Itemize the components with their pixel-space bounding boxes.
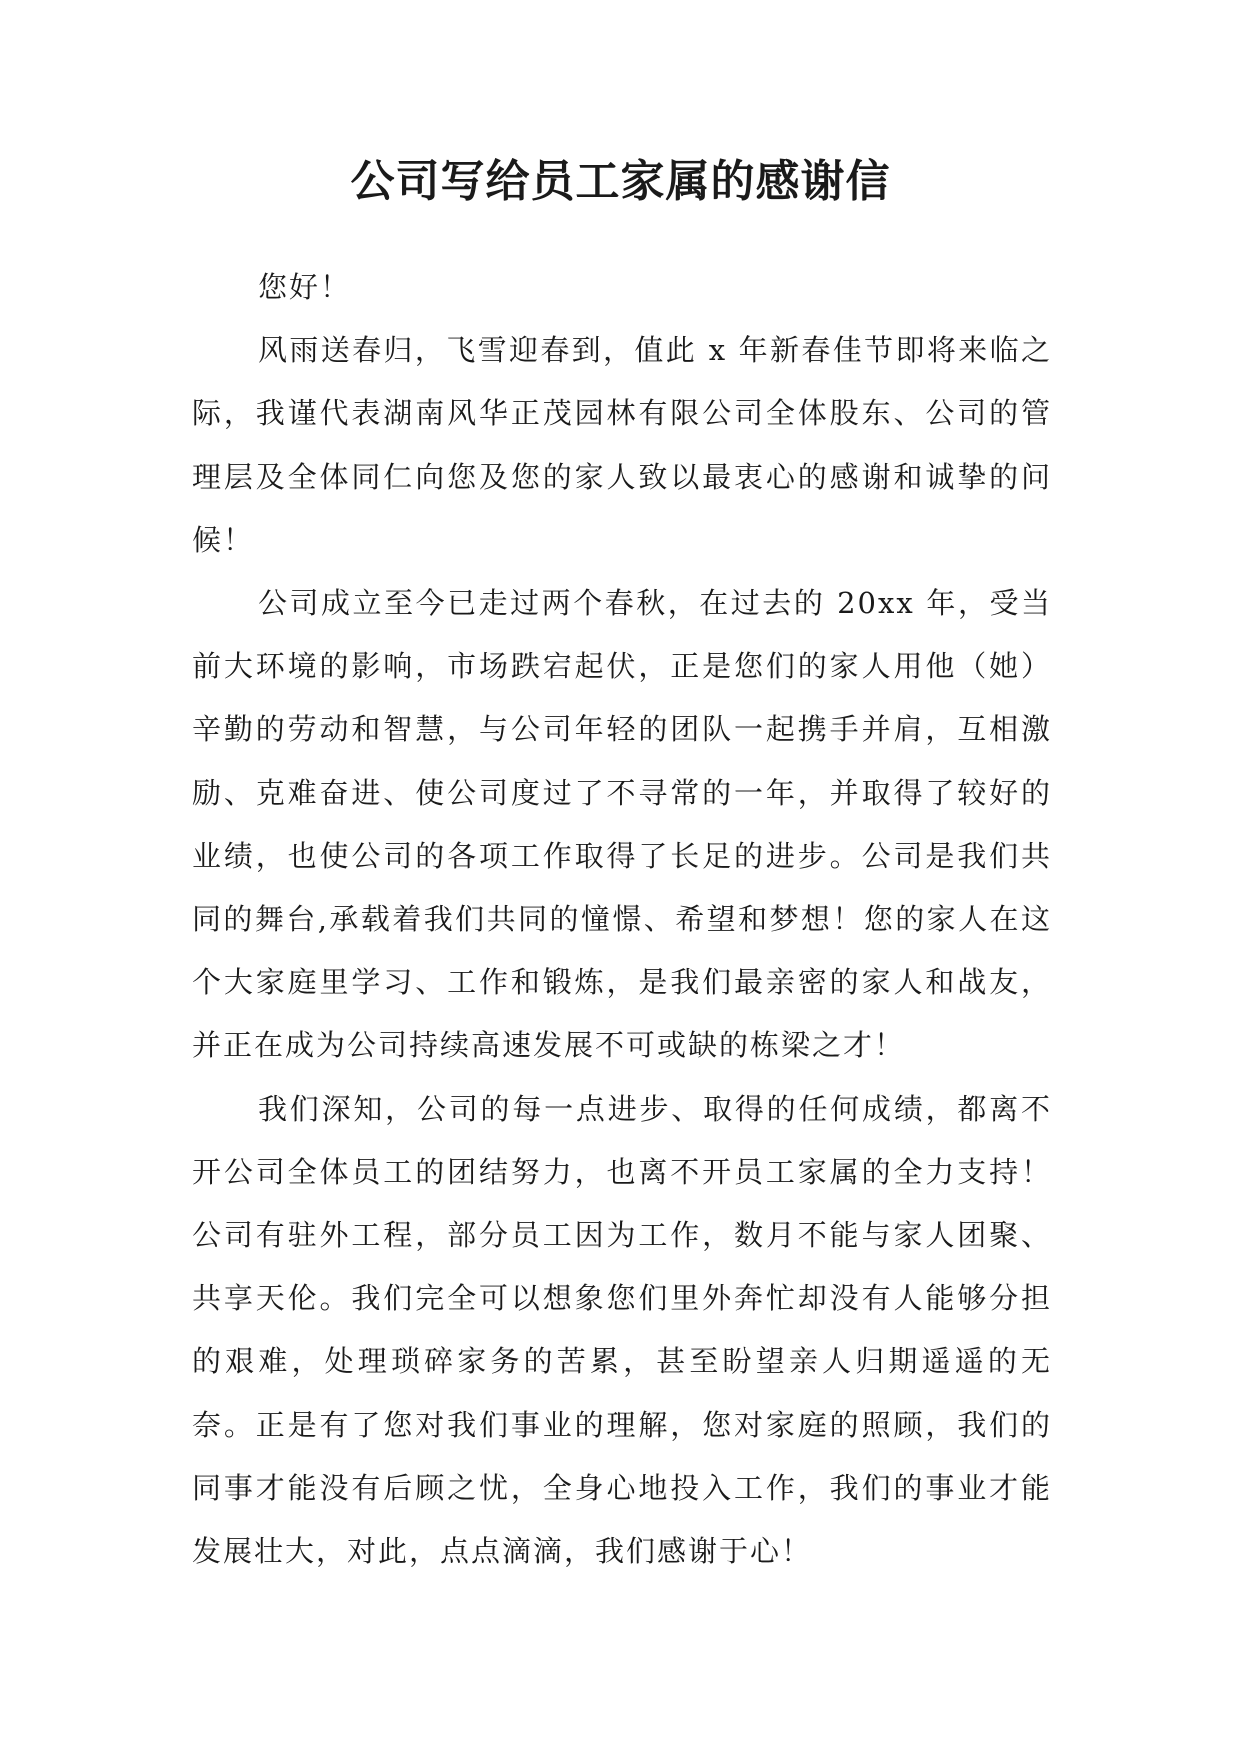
paragraph-3: 我们深知，公司的每一点进步、取得的任何成绩，都离不开公司全体员工的团结努力，也离不开员工家属的全力支持！公司有驻外工程，部分员工因为工作，数月不能与家人团聚、共享天伦。我们完全可以想象您们里外奔忙却没有人能够分担的艰难，处理琐碎家务的苦累，甚至盼望亲人归期遥遥的无奈。正是有了您对我们事业的理解，您对家庭的照顾，我们的同事才能没有后顾之忧，全身心地投入工作，我们的事业才能发展壮大，对此，点点滴滴，我们感谢于心！: [192, 1091, 1052, 1569]
paragraph-1: 风雨送春归，飞雪迎春到，值此 x 年新春佳节即将来临之际，我谨代表湖南风华正茂园林有限公司全体股东、公司的管理层及全体同仁向您及您的家人致以最衷心的感谢和诚挚的问候！: [192, 333, 1052, 557]
letter-body: [192, 256, 1052, 1583]
paragraph-2: 公司成立至今已走过两个春秋，在过去的 20xx 年，受当前大环境的影响，市场跌宕起伏，正是您们的家人用他（她）辛勤的劳动和智慧，与公司年轻的团队一起携手并肩，互相激励、克难奋进、使公司度过了不寻常的一年，并取得了较好的业绩，也使公司的各项工作取得了长足的进步。公司是我们共同的舞台,承载着我们共同的憧憬、希望和梦想！您的家人在这个大家庭里学习、工作和锻炼，是我们最亲密的家人和战友，并正在成为公司持续高速发展不可或缺的栋梁之才！: [192, 586, 1052, 1063]
document-title: 公司写给员工家属的感谢信: [350, 156, 891, 207]
greeting-line: 您好！: [258, 270, 352, 304]
